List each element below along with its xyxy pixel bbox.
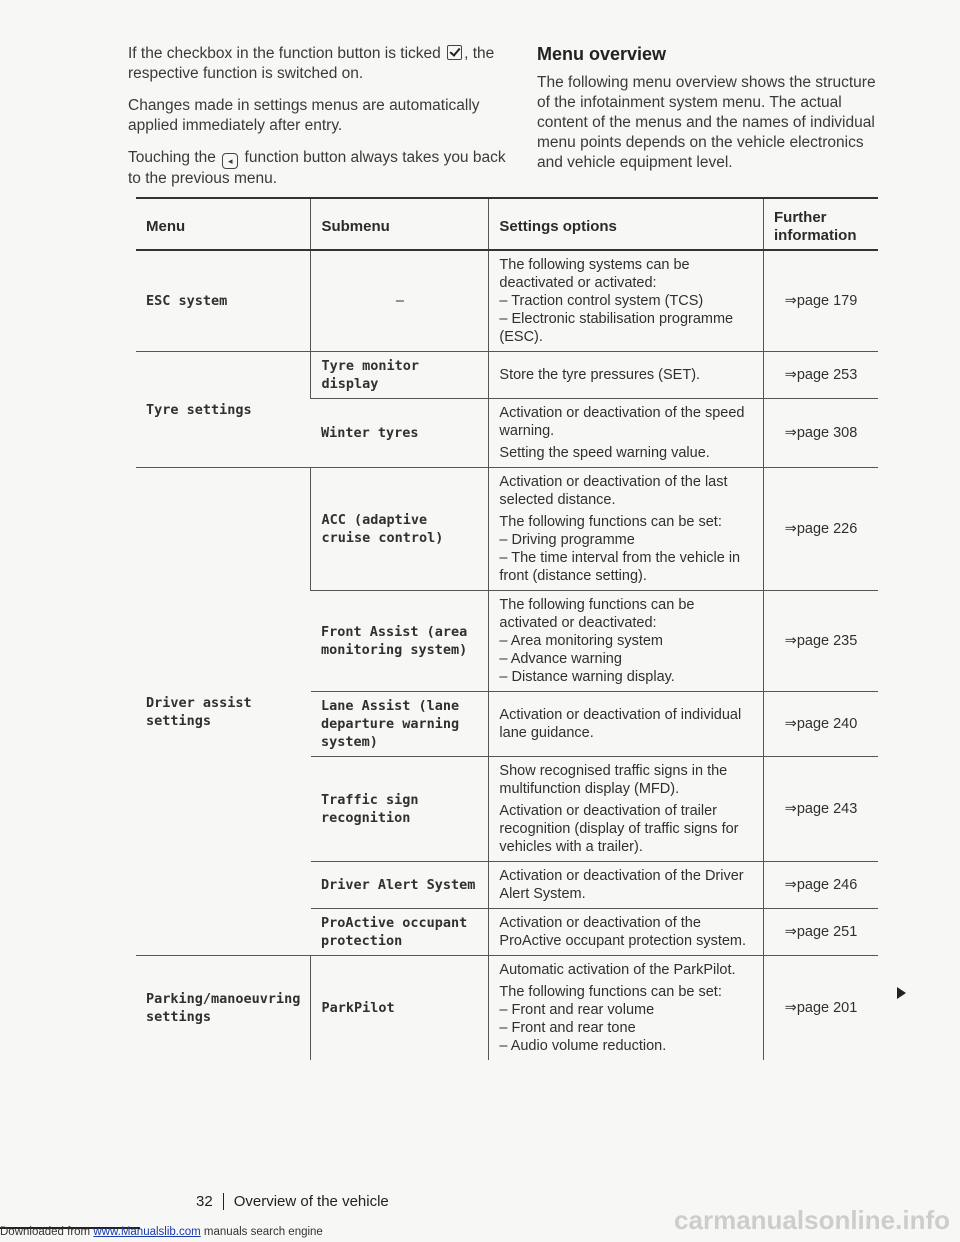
page-reference[interactable]: ⇒page 251: [764, 909, 879, 956]
page-reference[interactable]: ⇒page 246: [764, 862, 879, 909]
table-row: [136, 468, 878, 591]
intro-text-3a: Touching the: [128, 149, 216, 166]
submenu-cell: Tyre monitor display: [311, 352, 489, 399]
page-footer: [196, 1193, 389, 1210]
submenu-cell: Driver Alert System: [311, 862, 489, 909]
options-cell: [489, 862, 764, 909]
page-reference[interactable]: ⇒page 226: [764, 468, 879, 591]
option-line: – Distance warning display.: [499, 669, 675, 685]
table-row: [136, 352, 878, 399]
page-reference[interactable]: ⇒page 201: [764, 956, 879, 1061]
intro-text-1b: , the respective function is switched on.: [128, 45, 495, 82]
option-line: The following functions can be set:: [499, 984, 722, 1000]
page-reference[interactable]: ⇒page 308: [764, 399, 879, 468]
download-suffix: manuals search engine: [203, 1226, 323, 1238]
intro-text-3b: function button always takes you back to the previous menu.: [128, 149, 506, 187]
option-line: – Traction control system (TCS): [499, 293, 704, 309]
option-line: The following functions can be activated or deactivated:: [499, 597, 695, 631]
option-line: – Area monitoring system: [499, 633, 664, 649]
submenu-cell: ParkPilot: [311, 956, 489, 1061]
page-number: 32: [196, 1193, 224, 1210]
section-title: Overview of the vehicle: [233, 1193, 389, 1210]
submenu-cell: Front Assist (area monitoring system): [311, 591, 489, 692]
back-button-paragraph: [128, 148, 508, 189]
option-line: Show recognised traffic signs in the multifunction display (MFD).: [499, 763, 728, 797]
submenu-cell: Traffic sign recognition: [311, 757, 489, 862]
menu-cell: ESC system: [136, 250, 311, 352]
options-cell: [489, 352, 764, 399]
submenu-cell: –: [311, 250, 489, 352]
continued-arrow-icon: [897, 987, 906, 999]
manualslib-link[interactable]: www.Manualslib.com: [93, 1226, 201, 1238]
submenu-cell: ProActive occupant protection: [311, 909, 489, 956]
overview-body: The following menu overview shows the structure of the infotainment system menu. The actual content of the menus and the names of individual menu points depends on the vehicle electronics and vehicle equipment level.: [537, 74, 876, 171]
menu-overview-table: [136, 197, 878, 1060]
page-reference[interactable]: ⇒page 240: [764, 692, 879, 757]
overview-heading: Menu overview: [537, 44, 667, 64]
submenu-cell: ACC (adaptive cruise control): [311, 468, 489, 591]
menu-cell: Parking/manoeuvring settings: [136, 956, 311, 1061]
option-line: The following functions can be set:: [499, 514, 722, 530]
menu-cell: Driver assist settings: [136, 468, 311, 956]
submenu-cell: Winter tyres: [311, 399, 489, 468]
options-cell: [489, 956, 764, 1061]
option-line: Activation or deactivation of the Driver Alert System.: [499, 868, 744, 902]
options-cell: [489, 399, 764, 468]
option-line: Store the tyre pressures (SET).: [499, 367, 701, 383]
options-cell: [489, 250, 764, 352]
watermark-logo: carmanualsonline.info: [674, 1205, 950, 1235]
options-cell: [489, 757, 764, 862]
page-reference[interactable]: ⇒page 235: [764, 591, 879, 692]
table-header-row: [136, 198, 878, 250]
table-row: [136, 250, 878, 352]
option-line: – Audio volume reduction.: [499, 1038, 667, 1054]
back-arrow-icon: ◂: [222, 153, 238, 169]
option-line: Activation or deactivation of the ProActive occupant protection system.: [499, 915, 747, 949]
option-line: – Front and rear tone: [499, 1020, 636, 1036]
option-line: – Front and rear volume: [499, 1002, 655, 1018]
download-notice: [0, 1226, 323, 1238]
header-settings-options: Settings options: [489, 198, 764, 250]
download-prefix: Downloaded from: [0, 1226, 91, 1238]
options-cell: [489, 591, 764, 692]
header-submenu: Submenu: [311, 198, 489, 250]
header-further-information: Further information: [764, 198, 879, 250]
options-cell: [489, 468, 764, 591]
page-reference[interactable]: ⇒page 253: [764, 352, 879, 399]
option-line: Automatic activation of the ParkPilot.: [499, 962, 736, 978]
menu-cell: Tyre settings: [136, 352, 311, 468]
option-line: – Advance warning: [499, 651, 622, 667]
intro-text-1a: If the checkbox in the function button is ticked: [128, 45, 441, 62]
option-line: Activation or deactivation of the speed warning.: [499, 405, 745, 439]
option-line: – The time interval from the vehicle in front (distance setting).: [499, 550, 741, 584]
header-menu: Menu: [136, 198, 311, 250]
option-line: Activation or deactivation of trailer recognition (display of traffic signs for vehicles with a trailer).: [499, 803, 739, 855]
options-cell: [489, 692, 764, 757]
overview-column: [537, 44, 877, 173]
option-line: The following systems can be deactivated or activated:: [499, 257, 690, 291]
options-cell: [489, 909, 764, 956]
submenu-cell: Lane Assist (lane departure warning system): [311, 692, 489, 757]
checkbox-ticked-icon: [447, 45, 462, 60]
intro-column: [128, 44, 508, 201]
option-line: Activation or deactivation of individual lane guidance.: [499, 707, 742, 741]
option-line: – Driving programme: [499, 532, 635, 548]
option-line: Activation or deactivation of the last selected distance.: [499, 474, 728, 508]
option-line: Setting the speed warning value.: [499, 445, 710, 461]
page-reference[interactable]: ⇒page 179: [764, 250, 879, 352]
checkbox-paragraph: [128, 44, 508, 84]
page-reference[interactable]: ⇒page 243: [764, 757, 879, 862]
option-line: – Electronic stabilisation programme (ESC).: [499, 311, 734, 345]
table-row: [136, 956, 878, 1061]
auto-apply-paragraph: Changes made in settings menus are automatically applied immediately after entry.: [128, 97, 480, 134]
